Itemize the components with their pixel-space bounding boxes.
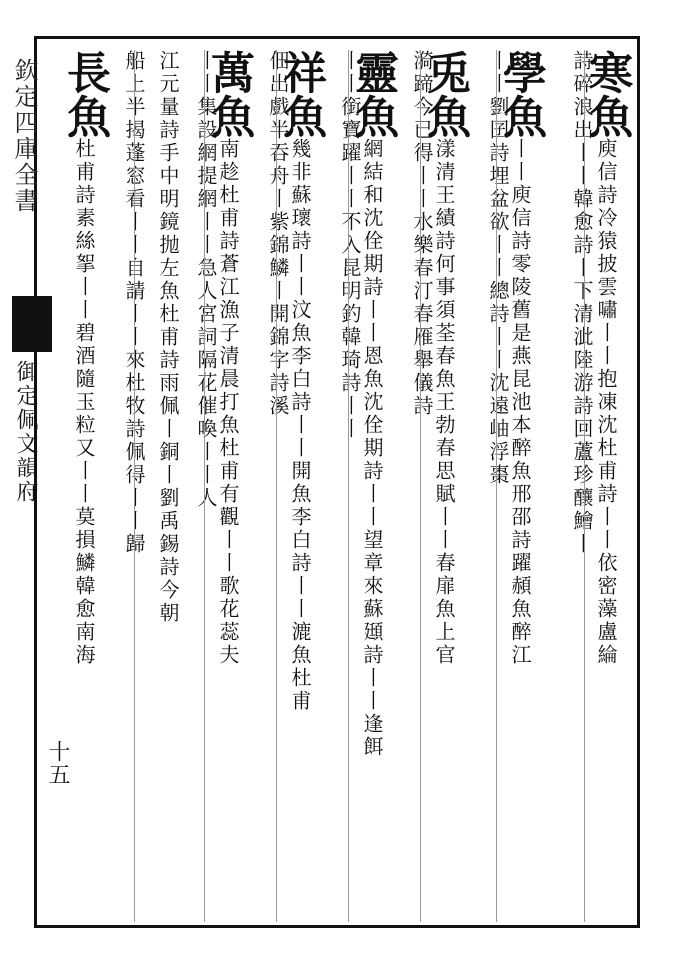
entry-text: 漾清王績詩何事須荃春魚王勃春思賦丨丨春扉魚上官 bbox=[432, 138, 456, 667]
entry-text: 庾信詩冷猿披雲嘯丨丨抱凍沈杜甫詩丨丨依密藻盧綸 bbox=[594, 138, 618, 667]
text-column-12 bbox=[176, 50, 216, 922]
entry-text: 江元量詩手中明鏡抛左魚杜甫詩雨佩丨銅丨劉禹錫詩今朝 bbox=[156, 50, 180, 625]
entry-text: 丨丨集設網提網丨丨急人宮詞隔花催喚丨丨人 bbox=[194, 50, 218, 510]
margin-title: 欽定四庫全書 bbox=[10, 58, 38, 214]
entry-head: 祥魚 bbox=[275, 50, 326, 138]
entry-head: 兎魚 bbox=[419, 50, 470, 138]
text-column-2 bbox=[552, 50, 592, 922]
entry-text: 南趁杜甫詩蒼江漁子清晨打魚杜甫有觀丨丨歌花蕊夫 bbox=[216, 138, 240, 667]
fishtail-mark bbox=[12, 296, 52, 352]
column-rule bbox=[204, 50, 205, 922]
text-column-4 bbox=[468, 50, 508, 922]
entry-head: 寒魚 bbox=[581, 50, 632, 138]
page-number: 十五 bbox=[45, 740, 70, 786]
column-rule bbox=[348, 50, 349, 922]
margin-book-title: 御定佩文韻府 bbox=[13, 360, 38, 504]
column-rule bbox=[134, 50, 135, 922]
entry-text: 丨丨劉囝詩埋盆欲丨丨總詩丨丨沈遠岫浮棗 bbox=[486, 50, 510, 487]
entry-text: 漪蹄今已得丨丨水樂春汀春雁舉儀詩 bbox=[410, 50, 434, 418]
entry-text: 杜甫詩素絲挐丨丨碧酒隨玉粒又丨丨莫損鱗韓愈南海 bbox=[72, 138, 96, 667]
entry-head: 學魚 bbox=[495, 50, 546, 138]
entry-head: 萬魚 bbox=[203, 50, 254, 138]
entry-head: 長魚 bbox=[59, 50, 110, 138]
entry-text: 船上半揭蓬窓看丨丨自請丨丨來杜牧詩佩得丨丨歸 bbox=[122, 50, 146, 556]
text-column-10 bbox=[248, 50, 288, 922]
entry-text: 幾非蘇瓌詩丨丨汶魚李白詩丨丨開魚李白詩丨丨漉魚杜甫 bbox=[288, 138, 312, 713]
column-rule bbox=[496, 50, 497, 922]
text-column-14 bbox=[104, 50, 144, 922]
entry-text: 網結和沈佺期詩丨丨恩魚沈佺期詩丨丨望章來蘇頲詩丨丨逢餌 bbox=[360, 138, 384, 759]
entry-text: 丨丨庾信詩零陵舊是燕昆池本醉魚邢邵詩躍頳魚醉江 bbox=[508, 138, 532, 667]
column-rule bbox=[420, 50, 421, 922]
entry-text: 詩碎浪出丨丨韓愈詩丨下清泚陸游詩回蘆珍釀鱠丨 bbox=[570, 50, 594, 556]
text-column-8 bbox=[320, 50, 360, 922]
column-rule bbox=[584, 50, 585, 922]
text-column-6 bbox=[392, 50, 432, 922]
entry-text: 丨丨銜寶躍丨丨不入昆明釣韓琦詩丨丨 bbox=[338, 50, 362, 441]
text-column-15 bbox=[59, 50, 110, 922]
column-rule bbox=[276, 50, 277, 922]
entry-text: 佃出戲半吞舟丨紫錦鱗丨開錦字詩溪 bbox=[266, 50, 290, 418]
entry-head: 靈魚 bbox=[347, 50, 398, 138]
